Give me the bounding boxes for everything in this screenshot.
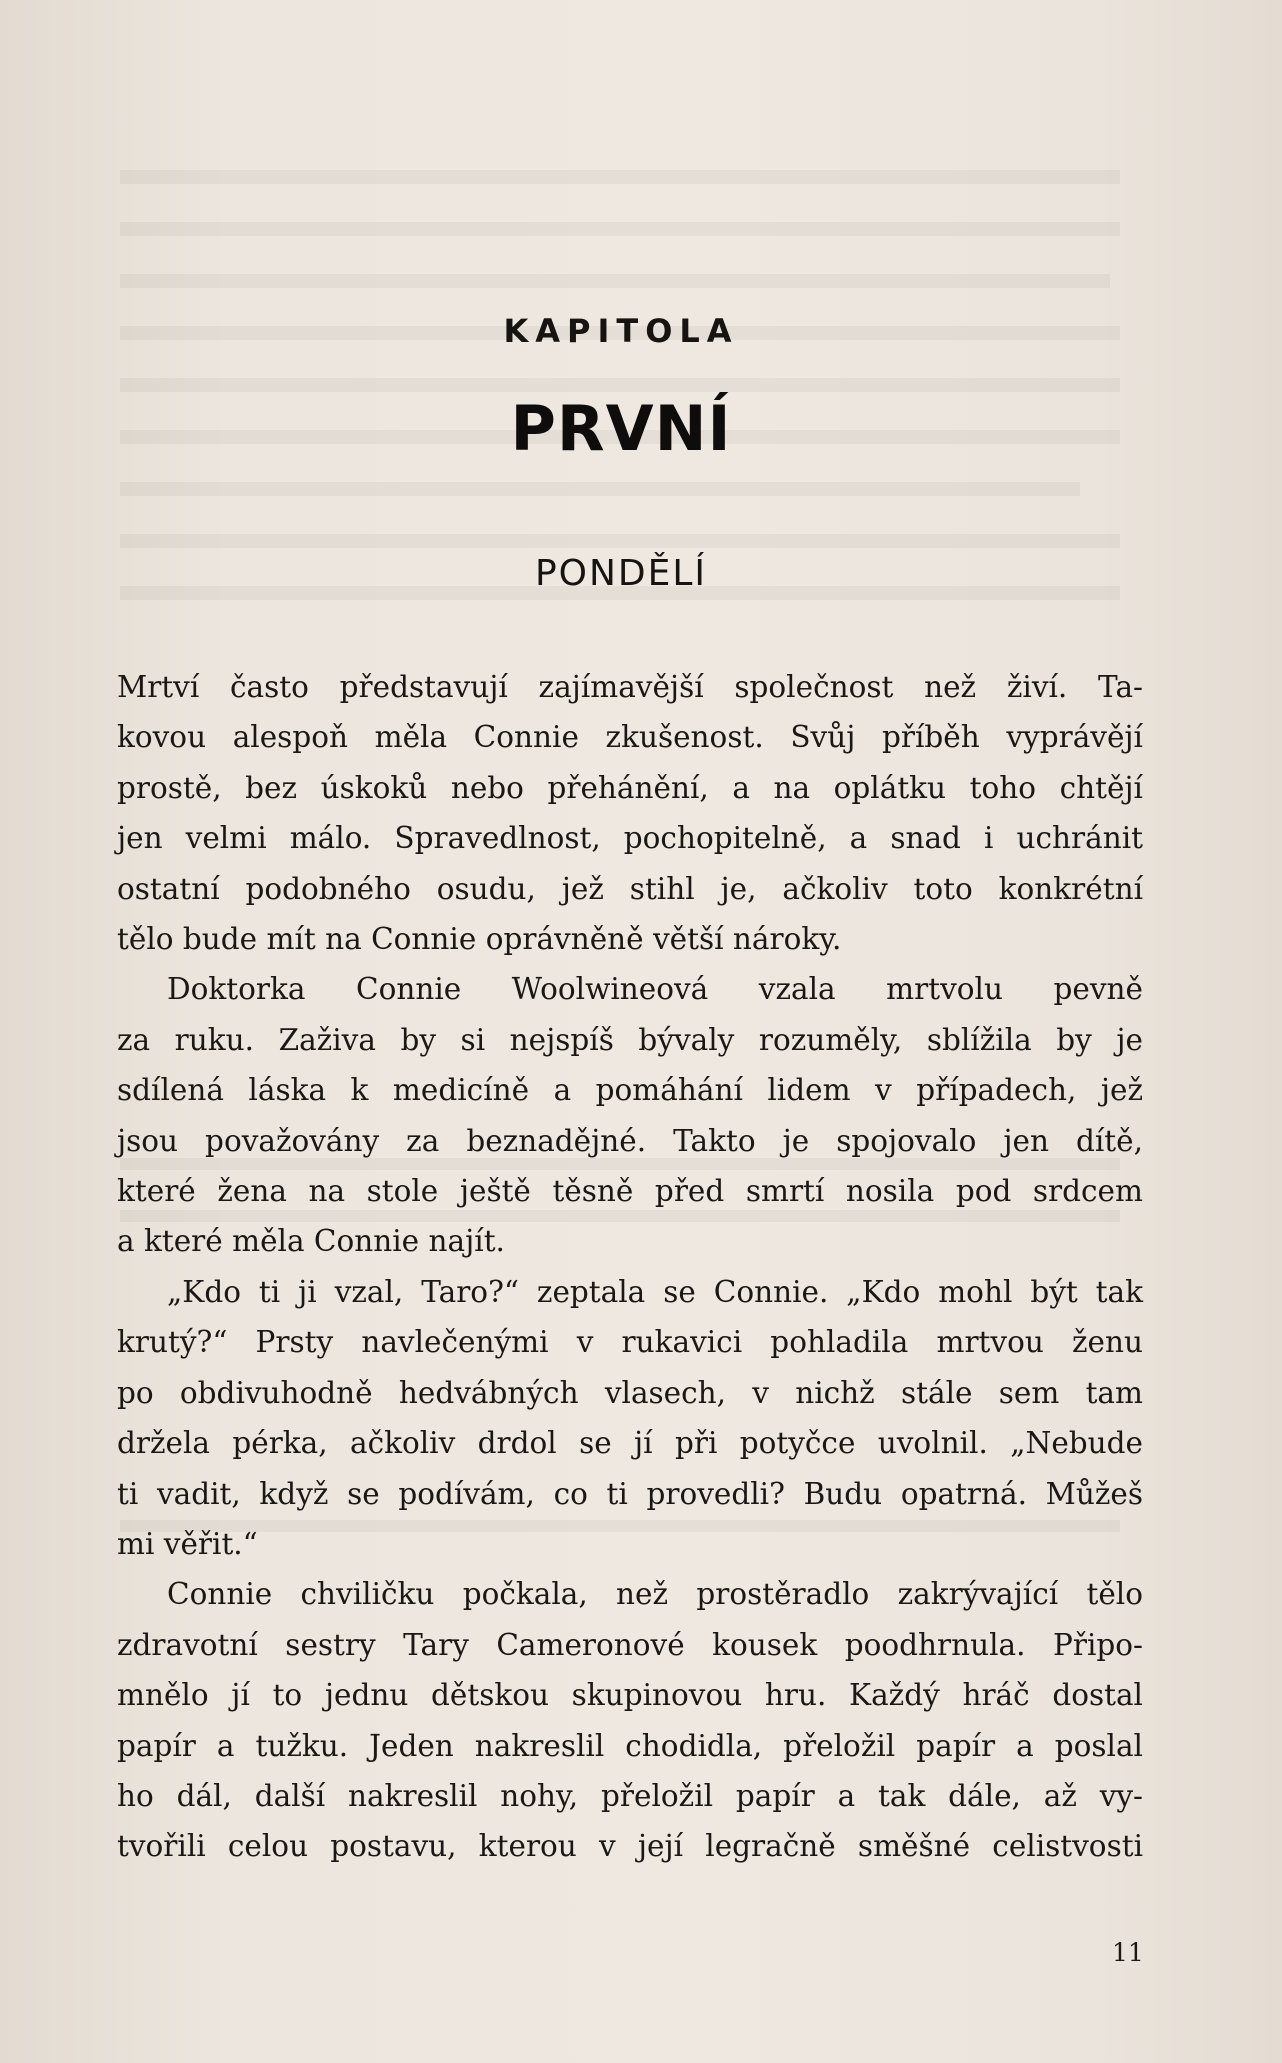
- text-line: sdílená láska k medicíně a pomáhání lidem v případech, jež: [117, 1073, 1143, 1108]
- text-line: ostatní podobného osudu, jež stihl je, ačkoliv toto konkrétní: [117, 871, 1143, 906]
- chapter-label: KAPITOLA: [503, 312, 739, 350]
- chapter-title: PRVNÍ: [510, 392, 732, 465]
- text-line: ti vadit, když se podívám, co ti provedli? Budu opatrná. Můžeš: [117, 1476, 1143, 1511]
- paragraph-3: [117, 1267, 1143, 1569]
- text-line: mi věřit.“: [117, 1526, 258, 1561]
- text-line: mnělo jí to jednu dětskou skupinovou hru. Každý hráč dostal: [117, 1678, 1143, 1713]
- text-line: a které měla Connie najít.: [117, 1224, 505, 1259]
- text-line: kovou alespoň měla Connie zkušenost. Svůj příběh vyprávějí: [117, 720, 1143, 755]
- text-line: jen velmi málo. Spravedlnost, pochopitelně, a snad i uchránit: [117, 821, 1143, 856]
- paragraph-1: [117, 662, 1143, 964]
- text-line: za ruku. Zaživa by si nejspíš bývaly rozuměly, sblížila by je: [117, 1022, 1143, 1057]
- body-text: [117, 662, 1143, 1872]
- text-line: tělo bude mít na Connie oprávněně větší nároky.: [117, 922, 842, 957]
- text-line: které žena na stole ještě těsně před smrtí nosila pod srdcem: [117, 1174, 1143, 1209]
- text-line: držela pérka, ačkoliv drdol se jí při potyčce uvolnil. „Nebude: [117, 1426, 1143, 1461]
- text-line: papír a tužku. Jeden nakreslil chodidla, přeložil papír a poslal: [117, 1728, 1143, 1763]
- page-number: 11: [1112, 1938, 1144, 1967]
- section-title: PONDĚLÍ: [534, 553, 708, 594]
- text-line: Mrtví často představují zajímavější společnost než živí. Ta-: [117, 670, 1143, 704]
- text-line: po obdivuhodně hedvábných vlasech, v nichž stále sem tam: [117, 1375, 1143, 1410]
- text-line: prostě, bez úskoků nebo přehánění, a na oplátku toho chtějí: [117, 770, 1143, 805]
- text-line: tvořili celou postavu, kterou v její legračně směšné celistvosti: [117, 1829, 1143, 1864]
- text-line: Connie chviličku počkala, než prostěradlo zakrývající tělo: [167, 1577, 1143, 1612]
- text-line: ho dál, další nakreslil nohy, přeložil papír a tak dále, až vy-: [117, 1778, 1143, 1813]
- text-line: zdravotní sestry Tary Cameronové kousek poodhrnula. Připo-: [117, 1627, 1143, 1662]
- text-line: „Kdo ti ji vzal, Taro?“ zeptala se Connie. „Kdo mohl být tak: [167, 1274, 1143, 1309]
- text-line: jsou považovány za beznadějné. Takto je spojovalo jen dítě,: [117, 1123, 1143, 1158]
- paragraph-4: [117, 1569, 1143, 1871]
- paragraph-2: [117, 964, 1143, 1266]
- text-line: krutý?“ Prsty navlečenými v rukavici pohladila mrtvou ženu: [117, 1325, 1143, 1360]
- text-line: Doktorka Connie Woolwineová vzala mrtvolu pevně: [167, 972, 1143, 1007]
